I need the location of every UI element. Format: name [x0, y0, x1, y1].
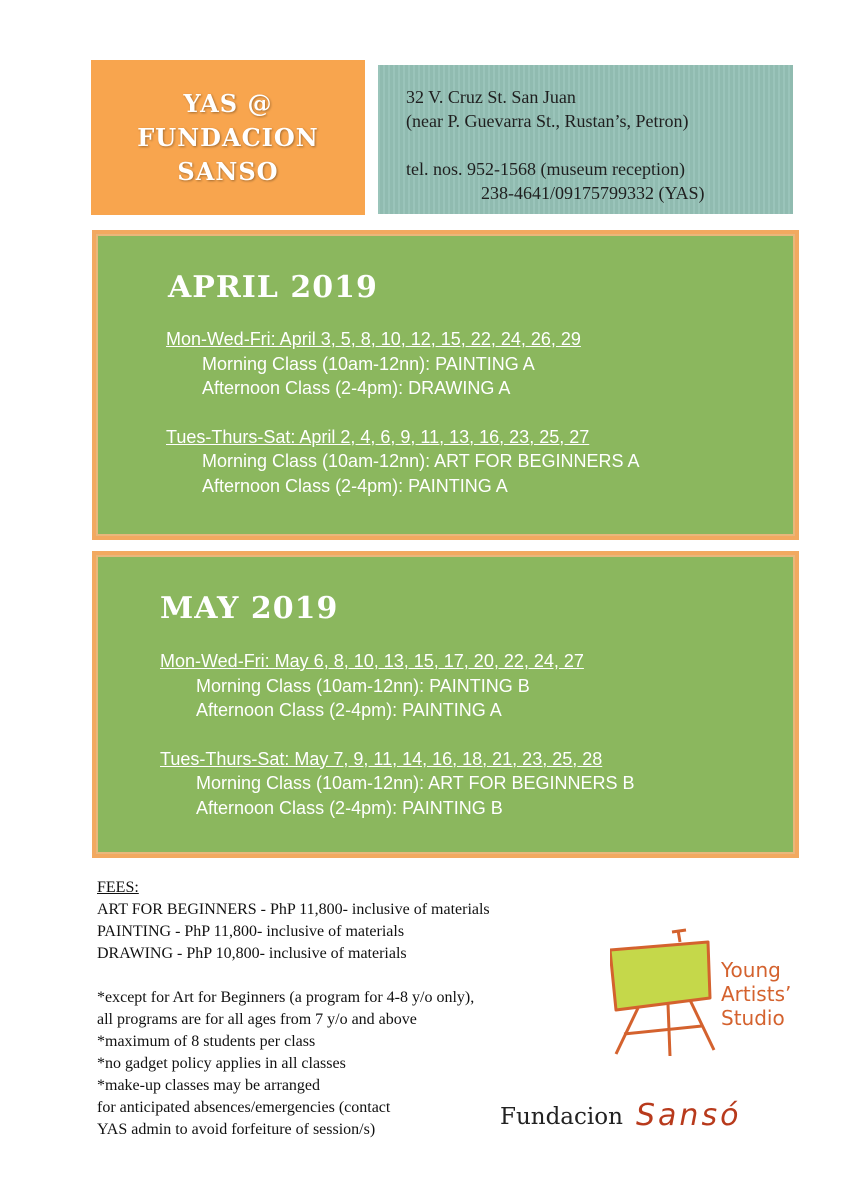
- brand-word: Fundacion: [500, 1104, 623, 1130]
- fundacion-sanso-brand: [500, 1098, 800, 1146]
- fee-note: YAS admin to avoid forfeiture of session/s): [97, 1121, 376, 1138]
- address-line-2: (near P. Guevarra St., Rustan’s, Petron): [406, 111, 689, 131]
- tel-line-1: tel. nos. 952-1568 (museum reception): [406, 159, 685, 179]
- may-mwf-afternoon: Afternoon Class (2-4pm): PAINTING A: [196, 700, 502, 720]
- april-tts-heading: Tues-Thurs-Sat: April 2, 4, 6, 9, 11, 13, 16, 23, 25, 27: [166, 426, 590, 447]
- title-line-3: SANSO: [177, 156, 279, 186]
- title-block: [91, 60, 365, 215]
- april-schedule-panel: [92, 230, 799, 540]
- april-tts-afternoon: Afternoon Class (2-4pm): PAINTING A: [202, 475, 508, 496]
- may-schedule: [160, 649, 634, 820]
- april-title: APRIL 2019: [168, 270, 378, 305]
- yas-logo-text: Young Artists’ Studio: [721, 958, 792, 1030]
- fee-item: PAINTING - PhP 11,800- inclusive of materials: [97, 923, 405, 940]
- fee-note: *make-up classes may be arranged: [97, 1077, 321, 1094]
- title-line-1: YAS @: [183, 88, 273, 118]
- april-mwf-morning: Morning Class (10am-12nn): PAINTING A: [202, 353, 535, 374]
- april-mwf-heading: Mon-Wed-Fri: April 3, 5, 8, 10, 12, 15, 22, 24, 26, 29: [166, 329, 581, 349]
- address-line-1: 32 V. Cruz St. San Juan: [406, 87, 576, 107]
- title-line-2: FUNDACION: [137, 122, 319, 152]
- april-schedule: [166, 327, 639, 498]
- may-mwf-morning: Morning Class (10am-12nn): PAINTING B: [196, 675, 530, 696]
- fee-note: *maximum of 8 students per class: [97, 1033, 316, 1050]
- may-tts-heading: Tues-Thurs-Sat: May 7, 9, 11, 14, 16, 18, 21, 23, 25, 28: [160, 748, 603, 769]
- contact-block: [378, 65, 793, 214]
- may-title: MAY 2019: [160, 591, 339, 626]
- fee-note: all programs are for all ages from 7 y/o and above: [97, 1011, 417, 1028]
- may-tts-morning: Morning Class (10am-12nn): ART FOR BEGINNERS B: [196, 773, 635, 793]
- fee-item: ART FOR BEGINNERS - PhP 11,800- inclusive of materials: [97, 901, 490, 918]
- fee-note: *except for Art for Beginners (a program for 4-8 y/o only),: [97, 989, 475, 1006]
- fees-heading: FEES:: [97, 879, 139, 896]
- fee-item: DRAWING - PhP 10,800- inclusive of materials: [97, 945, 407, 962]
- tel-line-2: 238-4641/09175799332 (YAS): [481, 183, 705, 203]
- may-tts-afternoon: Afternoon Class (2-4pm): PAINTING B: [196, 797, 503, 818]
- april-mwf-afternoon: Afternoon Class (2-4pm): DRAWING A: [202, 378, 511, 398]
- may-mwf-heading: Mon-Wed-Fri: May 6, 8, 10, 13, 15, 17, 20, 22, 24, 27: [160, 651, 584, 671]
- brand-signature: Sansó: [636, 1098, 742, 1133]
- may-schedule-panel: [92, 551, 799, 858]
- fee-note: *no gadget policy applies in all classes: [97, 1055, 346, 1072]
- fee-note: for anticipated absences/emergencies (contact: [97, 1099, 391, 1116]
- april-tts-morning: Morning Class (10am-12nn): ART FOR BEGINNERS A: [202, 451, 640, 471]
